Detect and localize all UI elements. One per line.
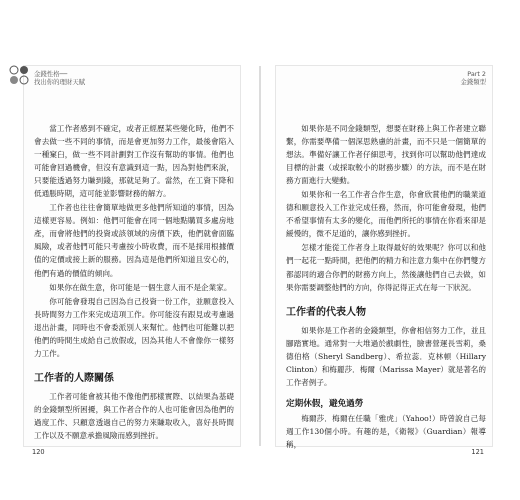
- header-part-label: Part 2: [467, 70, 486, 78]
- book-gutter: [259, 66, 261, 446]
- running-header-right: [460, 70, 486, 86]
- page-number-right: 121: [471, 448, 484, 456]
- page-number-left: 120: [32, 448, 45, 456]
- body-paragraph: 工作者可能會被其他不像他們那樣實際、以結果為基礎的金錢類型所困擾，與工作者合作的人也可能會因為他們的過度工作、只顧意透過自己的努力來賺取收入，喜好長時間工作以及不願意承擔風險而感到挫折。: [34, 391, 234, 440]
- header-part-title: 金錢類型: [460, 78, 486, 86]
- subsection-heading: 定期休假，避免過勞: [286, 398, 364, 409]
- left-body-text: [34, 122, 234, 443]
- section-heading: 工作者的代表人物: [286, 306, 366, 318]
- body-paragraph: 梅爾莎．梅爾在任職「雅虎」（Yahoo!）時曾說自己每週工作130個小時。有趣的是，《衛報》（Guardian）報導稱，: [286, 413, 486, 449]
- body-paragraph: 怎樣才能從工作者身上取得最好的效果呢？你可以和他們一起花一點時間，把他們的精力和注意力集中在你們雙方都認同的適合你們的財務方向上，然後讓他們自己去做，如果你需要調整他們的方向，你得記得正式在每一下狀況。: [286, 243, 486, 292]
- body-paragraph: 當工作者感到不確定，或者正經歷某些變化時，他們不會去做一些不同的事情，而是會更加努力工作，最後會陷入一種窠臼，做一些不同計劃對工作沒有幫助的事情。他們也可能會回過機會，但沒有意識到這一點，因為對他們來說，只要能透過努力賺到錢，那就足夠了。當然，在工資下降和低通脹時期，這可能並影響財務的解方。: [34, 124, 234, 199]
- body-paragraph: 工作者也往往會簡單地做更多他們所知道的事情，因為這樣更容易。例如：他們可能會在同一個地點購買多處房地產，而會將他們的投資或該領域的房價下跌，他們就會面臨風險，或者他們可能只考慮按小時收費，而不是採用根據價值的定價或接上新的服務。因為這是他們所知道且安心的，他們有過的價值的傾向。: [34, 203, 234, 278]
- book-logo-icon: [8, 64, 30, 86]
- body-paragraph: 如果你在做生意，你可能是一個生意人而不是企業家。: [49, 282, 232, 292]
- body-paragraph: 如果你是工作者的金錢類型，你會相信努力工作，並且腳踏實地。通常對一大堆過於戲劇性，臉書營運長雪莉，桑德伯格（Sheryl Sandberg）、希拉蕊．克林頓（Hillary Clinton）和梅麗莎．梅爾（Marissa Mayer）就是著名的工作者例子。: [286, 325, 486, 387]
- body-paragraph: 如果你和一名工作者合作生意，你會欣賞他們的職業道德和願意投入工作並完成任務，然而，你可能會發現，他們不希望事情有太多的變化，而他們所托的事情在你看來卻是緩慢的，微不足道的，讓你感到挫折。: [286, 190, 486, 239]
- header-book-subtitle: 找出你的理財天賦: [34, 78, 86, 86]
- left-page: [24, 66, 240, 456]
- right-body-text: [286, 122, 486, 452]
- running-header-left: [34, 70, 85, 86]
- body-paragraph: 如果你是不同金錢類型，想要在財務上與工作者建立聯繫，你需要準備一個深思熟慮的計畫，而不只是一個簡單的想法。準備好讓工作者仔細思考，找到你可以幫助他們達成目標的計畫（或採取較小的財務步驟）的方法，而不是在財務方面進行大變動。: [286, 124, 486, 186]
- right-page: [276, 66, 492, 456]
- section-heading: 工作者的人際關係: [34, 372, 114, 384]
- body-paragraph: 你可能會發現自己因為自己投資一份工作，並願意投入長時間努力工作來完成這項工作。你可能沒有跟見或考慮過退出計畫，同時也不會委派別人來幫忙。他們也可能難以把他們的時間生成給自己放假或，因為其他人不會像你一樣努力工作。: [34, 296, 234, 358]
- header-book-title: 金錢性格──: [34, 70, 68, 78]
